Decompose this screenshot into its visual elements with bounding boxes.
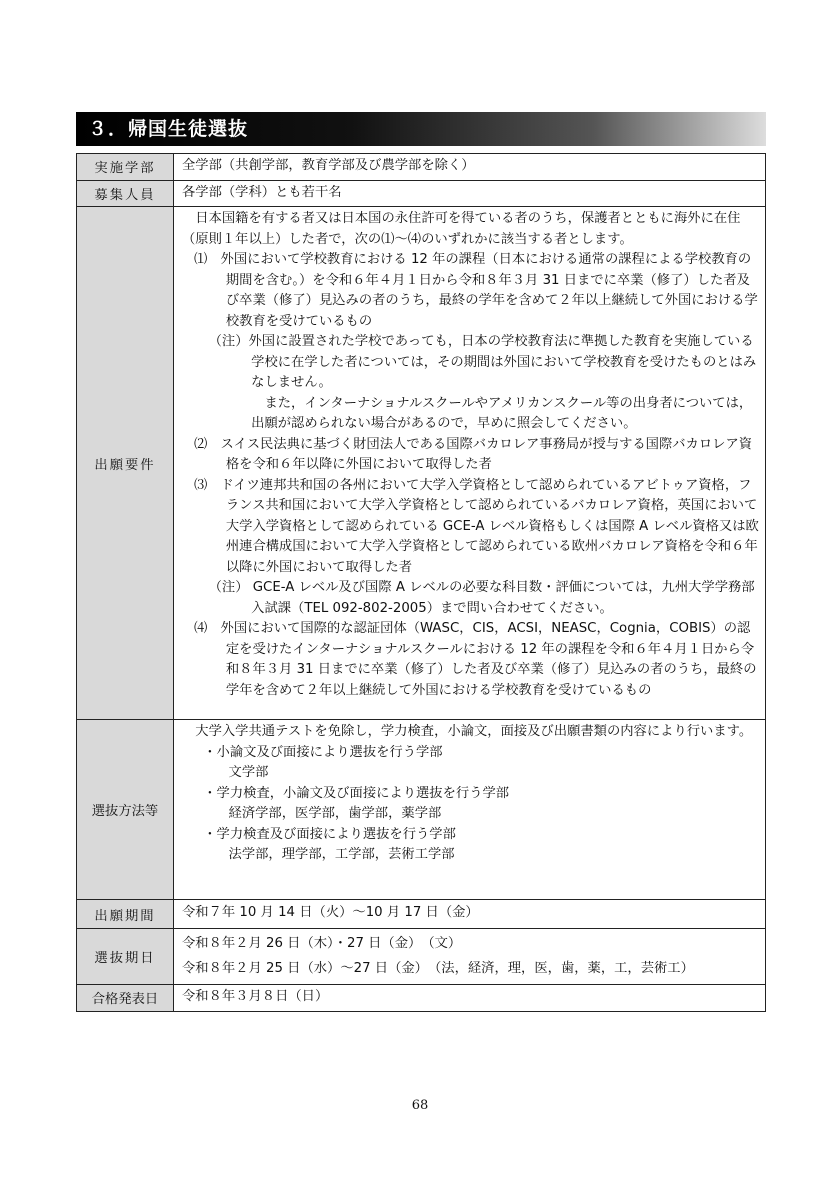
row-exam-date [77, 929, 766, 985]
selection-group-heading: ・学力検査及び面接により選抜を行う学部 [203, 826, 456, 842]
value-requirements [174, 207, 766, 720]
selection-group-faculties: 経済学部，医学部，歯学部，薬学部 [228, 806, 442, 821]
label-announcement: 合格発表日 [77, 985, 174, 1012]
value-quota: 各学部（学科）とも若干名 [174, 180, 766, 207]
requirement-item-2: ⑵ スイス民法典に基づく財団法人である国際バカロレア事務局が授与する国際バカロレア資格を令和６年以降に外国において取得した者 [193, 436, 753, 472]
label-exam-date: 選抜期日 [77, 929, 174, 985]
requirements-intro: 日本国籍を有する者又は日本国の永住許可を得ている者のうち，保護者とともに海外に在住（原則１年以上）した者で，次の⑴～⑷のいずれかに該当する者とします。 [182, 211, 741, 247]
exam-date-line-2: 令和８年２月 25 日（水）～27 日（金） （法，経済，理，医，歯，薬，工，芸術工） [182, 961, 694, 976]
label-quota: 募集人員 [77, 180, 174, 207]
requirement-item-1-note-cont: また，インターナショナルスクールやアメリカンスクール等の出身者については，出願が認められない場合があるので，早めに照会してください。 [251, 395, 753, 431]
selection-group-faculties: 法学部，理学部，工学部，芸術工学部 [228, 847, 455, 862]
value-announcement: 令和８年３月８日（日） [174, 985, 766, 1012]
selection-group-faculties: 文学部 [228, 765, 269, 780]
requirement-item-3-note: （注） GCE-A レベル及び国際 A レベルの必要な科目数・評価については，九州大学学務部入試課（TEL 092-802-2005）まで問い合わせてください。 [208, 580, 755, 616]
exam-date-line-1: 令和８年２月 26 日（木）・27 日（金） （文） [182, 936, 462, 951]
section-title: ３．帰国生徒選抜 [76, 112, 766, 146]
label-requirements: 出願要件 [77, 207, 174, 720]
label-selection: 選抜方法等 [77, 720, 174, 900]
requirement-item-1: ⑴ 外国において学校教育における 12 年の課程（日本における通常の課程による学校教育の期間を含む。）を令和６年４月１日から令和８年３月 31 日までに卒業（修了）した者及び卒業（修了）見込みの者のうち，最終の学年を含めて２年以上継続して外国における学校教育を受けているもの [193, 252, 758, 329]
value-application-period: 令和７年 10 月 14 日（火）～10 月 17 日（金） [174, 900, 766, 929]
selection-intro: 大学入学共通テストを免除し，学力検査，小論文，面接及び出願書類の内容により行います。 [195, 724, 753, 739]
requirement-item-3: ⑶ ドイツ連邦共和国の各州において大学入学資格として認められているアビトゥア資格，フランス共和国において大学入学資格として認められているバカロレア資格，英国において大学入学資格として認められている GCE-A レベル資格もしくは国際 A レベル資格又は欧州連合構成国において大学入学資格として認められている欧州バカロレア資格を令和６年以降に外国において取得した者 [193, 477, 759, 575]
row-announcement [77, 985, 766, 1012]
label-faculty: 実施学部 [77, 154, 174, 181]
admission-table [76, 153, 766, 1012]
value-faculty: 全学部（共創学部，教育学部及び農学部を除く） [174, 154, 766, 181]
row-quota [77, 180, 766, 207]
row-application-period [77, 900, 766, 929]
value-selection [174, 720, 766, 900]
requirement-item-4: ⑷ 外国において国際的な認証団体（WASC，CIS，ACSI，NEASC，Cognia，COBIS）の認定を受けたインターナショナルスクールにおける 12 年の課程を令和６年４月１日から令和８年３月 31 日までに卒業（修了）した者及び卒業（修了）見込みの者のうち，最終の学年を含めて２年以上継続して外国における学校教育を受けているもの [193, 621, 757, 698]
label-application-period: 出願期間 [77, 900, 174, 929]
row-faculty [77, 154, 766, 181]
selection-group-heading: ・小論文及び面接により選抜を行う学部 [203, 744, 443, 760]
requirement-item-1-note: （注）外国に設置された学校であっても，日本の学校教育法に準拠した教育を実施している学校に在学した者については，その期間は外国において学校教育を受けたものとはみなしません。 [208, 334, 757, 390]
selection-group-heading: ・学力検査，小論文及び面接により選抜を行う学部 [203, 785, 510, 801]
value-exam-date [174, 929, 766, 985]
page-number: 68 [411, 1098, 429, 1113]
row-requirements [77, 207, 766, 720]
row-selection [77, 720, 766, 900]
